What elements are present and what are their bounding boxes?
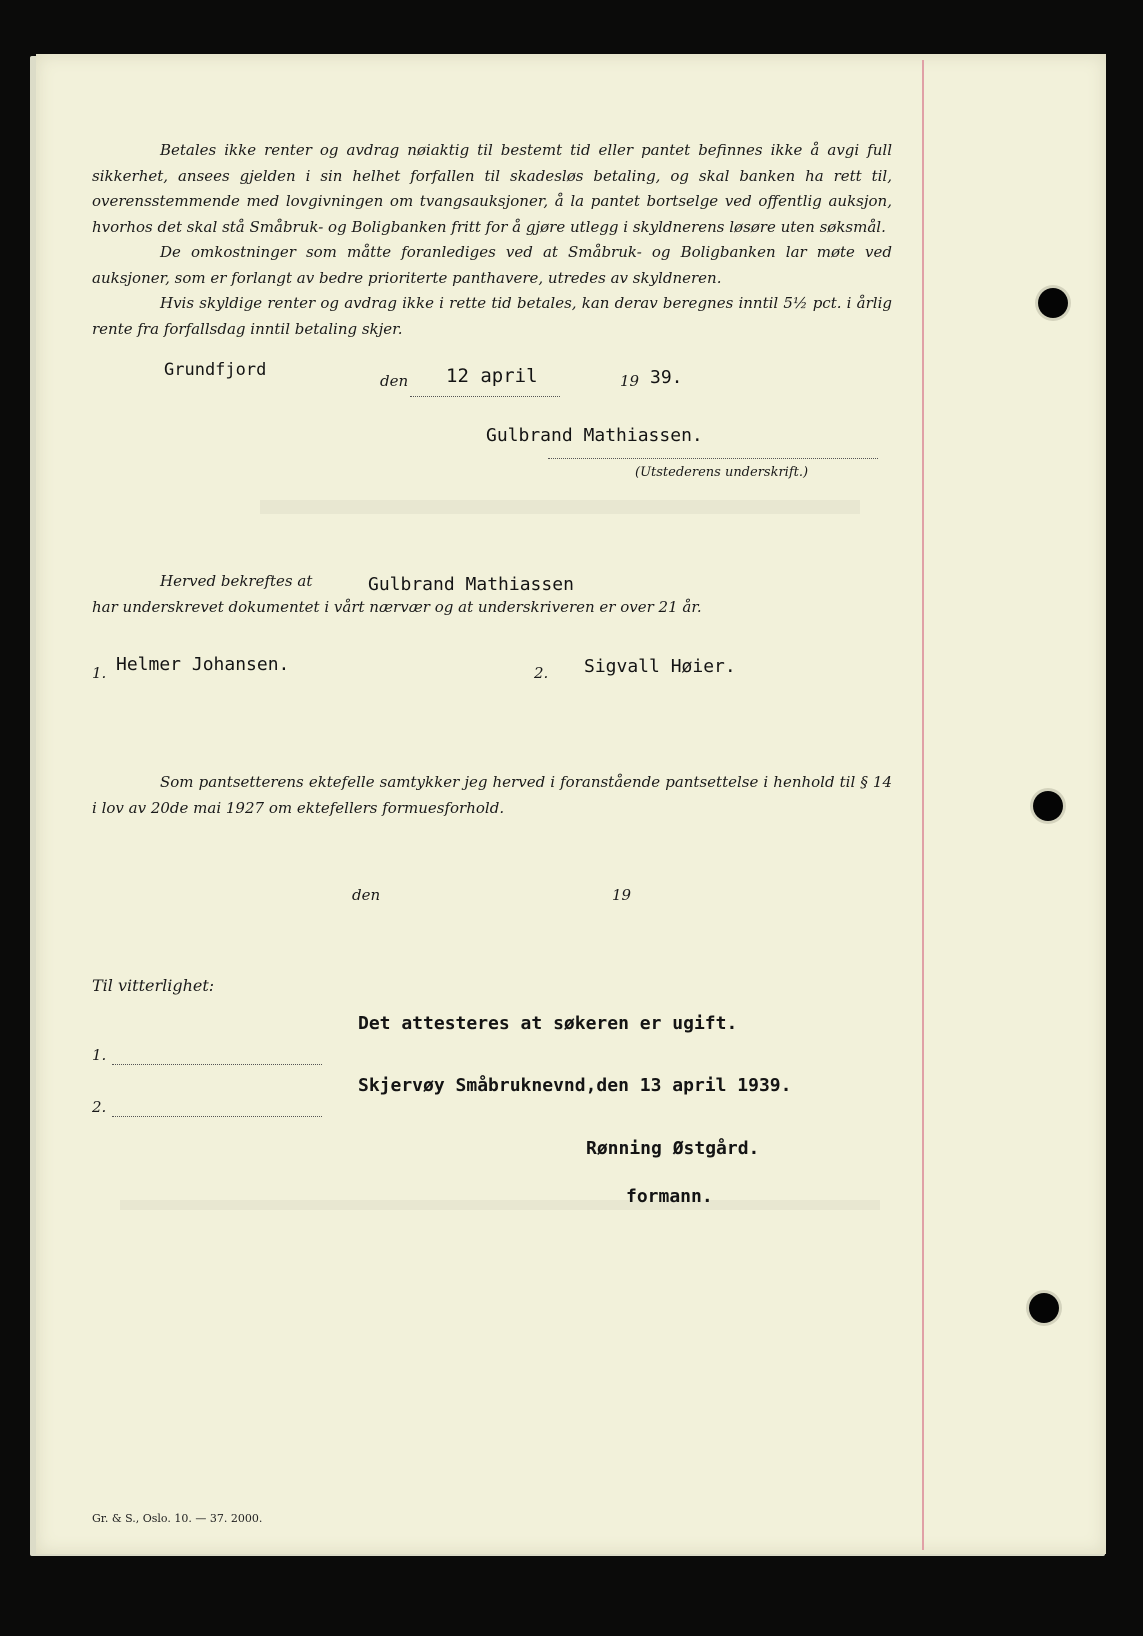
confirmation-prefix: Herved bekreftes at (160, 572, 313, 590)
terms-paragraph-costs: De omkostninger som måtte foranlediges ved at Småbruk- og Boligbanken lar møte ved auksjoner, som er forlangt av bedre prioriterte panthavere, utredes av skyldneren. (92, 243, 892, 287)
spouse-consent-text: Som pantsetterens ektefelle samtykker jeg herved i foranstående pantsettelse i henhold til § 14 i lov av 20de mai 1927 om ektefellers formuesforhold. (92, 773, 892, 817)
den-label: den (380, 372, 409, 390)
vitterlighet-line-1: 1. (92, 1046, 107, 1064)
attestation-place-date: Skjervøy Småbruknevnd,den 13 april 1939. (358, 1075, 792, 1096)
margin-rule (922, 60, 924, 1550)
witness-1-number: 1. (92, 664, 107, 682)
vitterlighet-line-1-rule (112, 1064, 322, 1065)
signature-caption: (Utstederens underskrift.) (635, 465, 809, 480)
punch-hole-icon (1038, 288, 1068, 318)
second-den-label: den (352, 886, 381, 904)
second-year-prefix: 19 (612, 886, 632, 904)
witness-1-name: Helmer Johansen. (116, 654, 290, 675)
printer-footer: Gr. & S., Oslo. 10. — 37. 2000. (92, 1512, 263, 1525)
terms-text (92, 138, 892, 342)
vitterlighet-title: Til vitterlighet: (92, 976, 215, 995)
signing-date: 12 april (446, 365, 538, 387)
date-line (410, 396, 560, 397)
bleed-through (120, 1200, 880, 1210)
attestation-statement: Det attesteres at søkeren er ugift. (358, 1013, 738, 1034)
issuer-signature: Gulbrand Mathiassen. (486, 425, 703, 446)
punch-hole-icon (1029, 1293, 1059, 1323)
witness-2-name: Sigvall Høier. (584, 656, 736, 677)
terms-paragraph-interest: Hvis skyldige renter og avdrag ikke i rette tid betales, kan derav beregnes inntil 5½ pct. i årlig rente fra forfallsdag inntil betaling skjer. (92, 294, 892, 338)
attestation-role: formann. (626, 1186, 713, 1207)
vitterlighet-line-2: 2. (92, 1098, 107, 1116)
vitterlighet-line-2-rule (112, 1116, 322, 1117)
bleed-through (260, 500, 860, 514)
confirmed-signer: Gulbrand Mathiassen (368, 574, 574, 595)
signature-line (548, 458, 878, 459)
year-suffix: 39. (650, 367, 683, 388)
punch-hole-icon (1033, 791, 1063, 821)
attestation-signer: Rønning Østgård. (586, 1138, 760, 1159)
year-prefix: 19 (620, 372, 640, 390)
signing-place: Grundfjord (164, 360, 267, 380)
spouse-consent (92, 770, 892, 821)
witness-2-number: 2. (534, 664, 549, 682)
terms-paragraph-default: Betales ikke renter og avdrag nøiaktig til bestemt tid eller pantet befinnes ikke å avgi full sikkerhet, ansees gjelden i sin helhet forfallen til skadesløs betaling, og skal banken ha rett til, overensstemmende med lovgivningen om tvangsauksjoner, å la pantet bortselge ved offentlig auksjon, hvorhos det skal stå Småbruk- og Boligbanken fritt for å gjøre utlegg i skyldnerens løsøre uten søksmål. (92, 141, 892, 236)
confirmation-statement: har underskrevet dokumentet i vårt nærvær og at underskriveren er over 21 år. (92, 598, 702, 616)
